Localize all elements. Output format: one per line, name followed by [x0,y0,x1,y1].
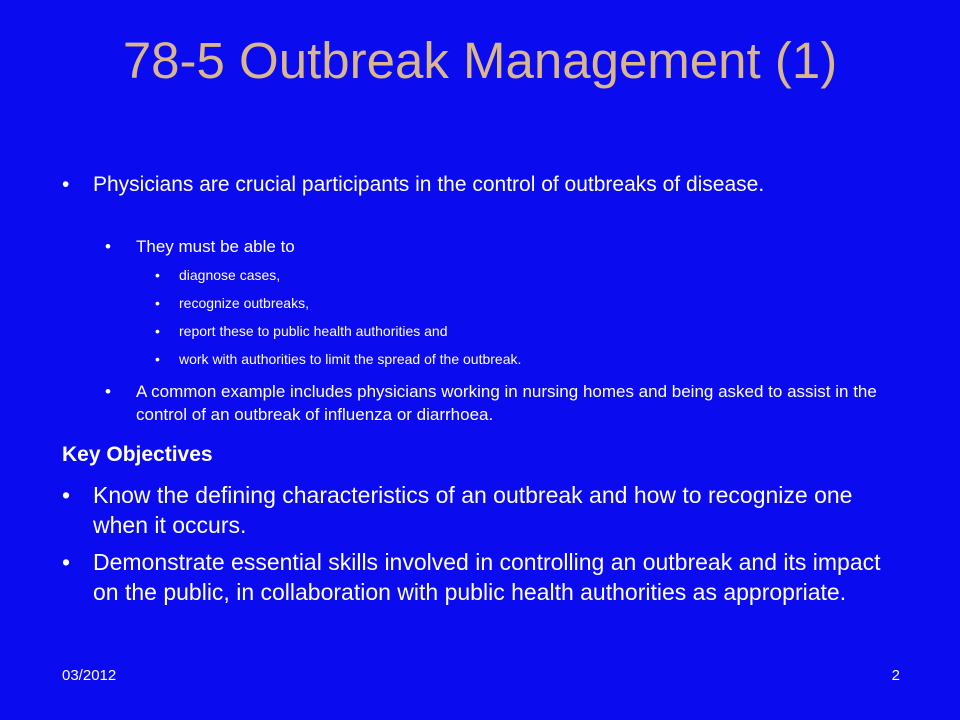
bullet-icon: • [155,295,160,311]
bullet-icon: • [105,382,111,401]
objective-item [62,480,912,540]
page-number: 2 [891,667,900,684]
list-item-text: work with authorities to limit the spread of the outbreak. [179,351,522,367]
bullet-icon: • [155,323,160,339]
slide-title: 78-5 Outbreak Management (1) [122,32,838,89]
bullet-icon: • [62,482,71,508]
key-objectives-heading: Key Objectives [62,443,213,466]
bullet-icon: • [62,549,71,575]
list-item [155,266,855,285]
bullet-icon: • [155,267,160,283]
footer-date: 03/2012 [62,667,117,684]
example-bullet [105,380,905,426]
bullet-icon: • [62,173,70,196]
sub-bullet-text: They must be able to [136,237,295,256]
objective-text: Know the defining characteristics of an outbreak and how to recognize one when it occurs. [93,482,853,538]
list-item [155,322,855,341]
list-item-text: recognize outbreaks, [179,295,309,311]
list-item-text: diagnose cases, [179,267,281,283]
objective-item [62,547,912,607]
intro-text: Physicians are crucial participants in the control of outbreaks of disease. [93,173,765,196]
bullet-icon: • [105,237,111,256]
objective-text: Demonstrate essential skills involved in controlling an outbreak and its impact on the public, in collaboration with public health authorities as appropriate. [93,549,881,605]
list-item [155,294,855,313]
list-item-text: report these to public health authorities and [179,323,448,339]
sub-bullet [105,235,865,258]
example-text: A common example includes physicians working in nursing homes and being asked to assist in the control of an outbreak of influenza or diarrhoea. [136,382,877,424]
bullet-icon: • [155,351,160,367]
list-item [155,350,855,369]
intro-bullet [62,170,862,200]
